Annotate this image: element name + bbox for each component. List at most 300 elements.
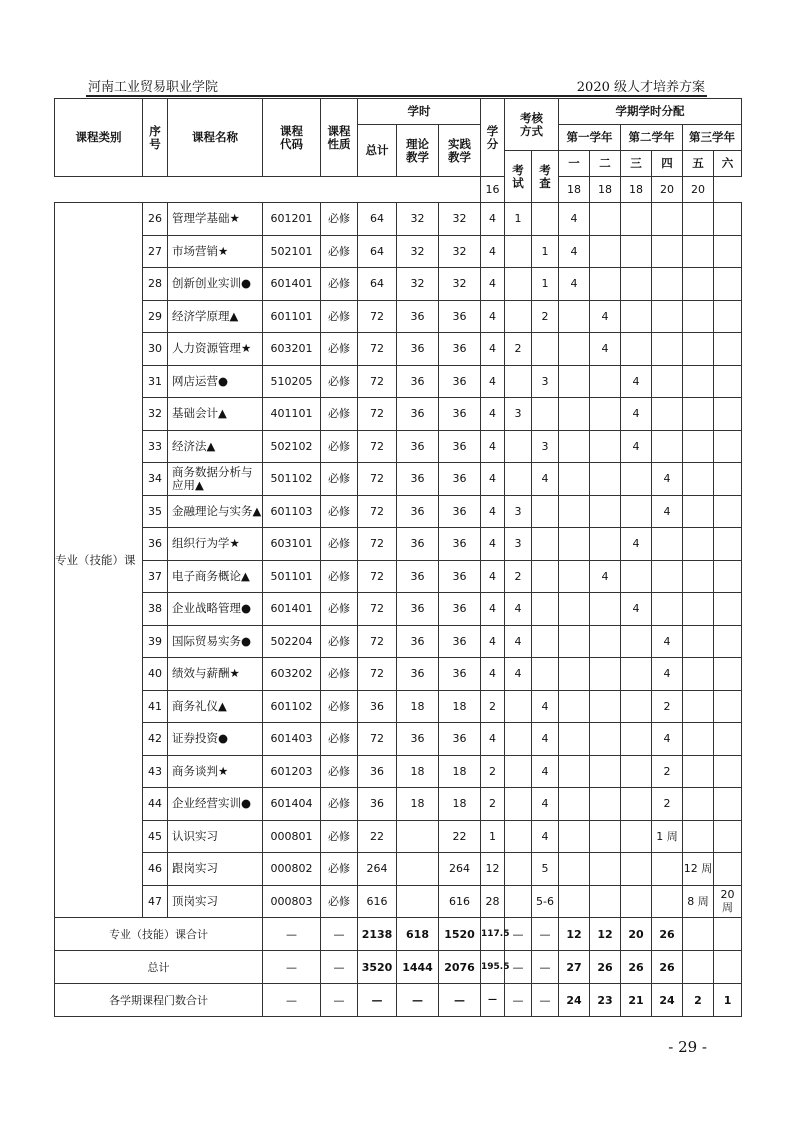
semester-6-cell (714, 560, 742, 593)
check-cell (532, 658, 559, 691)
course-name-cell: 商务礼仪▲ (168, 690, 263, 723)
summary-semester-3-cell: 20 (621, 918, 652, 951)
summary-nature-cell: — (321, 984, 358, 1017)
hours-practice-cell: 616 (439, 885, 481, 918)
hours-practice-cell: 32 (439, 203, 481, 236)
check-cell: 5-6 (532, 885, 559, 918)
col-theory-text: 理论教学 (406, 136, 429, 164)
semester-4-cell: 4 (652, 658, 683, 691)
course-nature-cell: 必修 (321, 593, 358, 626)
summary-code-cell: — (263, 918, 321, 951)
table-row (55, 853, 742, 886)
hours-practice-cell: 36 (439, 593, 481, 626)
course-name-cell: 经济法▲ (168, 430, 263, 463)
semester-3-cell (621, 495, 652, 528)
exam-cell (505, 365, 532, 398)
summary-semester-3-cell: 26 (621, 951, 652, 984)
page-header (86, 76, 707, 96)
col-nature-text: 课程性质 (327, 123, 351, 151)
seq-cell: 40 (143, 658, 168, 691)
seq-cell: 47 (143, 885, 168, 918)
course-code-cell: 601102 (263, 690, 321, 723)
semester-3-cell: 4 (621, 398, 652, 431)
course-name-cell: 网店运营● (168, 365, 263, 398)
check-cell: 4 (532, 690, 559, 723)
course-nature-cell: 必修 (321, 495, 358, 528)
semester-5-cell (683, 300, 714, 333)
summary-exam-cell: — (505, 918, 532, 951)
col-practice (439, 125, 481, 177)
summary-check-cell: — (532, 951, 559, 984)
semester-3-cell (621, 690, 652, 723)
semester-2-cell (590, 203, 621, 236)
seq-cell: 29 (143, 300, 168, 333)
summary-practice-cell: — (439, 984, 481, 1017)
hours-total-cell: 72 (358, 398, 397, 431)
exam-cell: 4 (505, 625, 532, 658)
semester-5-cell (683, 398, 714, 431)
semester-1-cell (559, 853, 590, 886)
course-code-cell: 603202 (263, 658, 321, 691)
col-total: 总计 (358, 125, 397, 177)
course-code-cell: 501101 (263, 560, 321, 593)
course-name-cell: 顶岗实习 (168, 885, 263, 918)
credit-cell: 4 (481, 723, 505, 756)
col-check (532, 151, 559, 203)
hours-total-cell: 72 (358, 463, 397, 496)
hours-practice-cell: 22 (439, 820, 481, 853)
semester-1-cell (559, 495, 590, 528)
semester-6-cell (714, 788, 742, 821)
check-cell (532, 495, 559, 528)
summary-exam-cell: — (505, 984, 532, 1017)
course-nature-cell: 必修 (321, 333, 358, 366)
exam-cell: 2 (505, 560, 532, 593)
hours-theory-cell: 18 (397, 690, 439, 723)
semester-5-cell (683, 333, 714, 366)
seq-cell: 41 (143, 690, 168, 723)
credit-cell: 4 (481, 300, 505, 333)
col-credit-text: 学分 (486, 123, 499, 151)
seq-cell: 35 (143, 495, 168, 528)
hours-total-cell: 264 (358, 853, 397, 886)
col-sem-4: 四 (652, 151, 683, 177)
check-cell: 4 (532, 723, 559, 756)
course-name-cell: 证券投资● (168, 723, 263, 756)
exam-cell: 3 (505, 495, 532, 528)
semester-4-cell (652, 885, 683, 918)
col-exam-mode (505, 99, 559, 151)
hours-practice-cell: 36 (439, 560, 481, 593)
exam-cell (505, 463, 532, 496)
col-year-2: 第二学年 (621, 125, 683, 151)
col-hours: 学时 (358, 99, 481, 125)
semester-2-cell (590, 690, 621, 723)
seq-cell: 31 (143, 365, 168, 398)
semester-4-cell: 2 (652, 788, 683, 821)
summary-semester-6-cell (714, 918, 742, 951)
course-nature-cell: 必修 (321, 430, 358, 463)
col-exam (505, 151, 532, 203)
course-nature-cell: 必修 (321, 755, 358, 788)
col-name: 课程名称 (168, 99, 263, 177)
col-sem-2: 二 (590, 151, 621, 177)
summary-code-cell: — (263, 951, 321, 984)
hours-practice-cell: 36 (439, 365, 481, 398)
table-row (55, 820, 742, 853)
hours-theory-cell (397, 885, 439, 918)
course-nature-cell: 必修 (321, 463, 358, 496)
semester-2-cell (590, 885, 621, 918)
col-exam-mode-text: 考核方式 (520, 110, 543, 138)
semester-6-cell (714, 203, 742, 236)
course-nature-cell: 必修 (321, 398, 358, 431)
hours-practice-cell: 36 (439, 463, 481, 496)
course-nature-cell: 必修 (321, 528, 358, 561)
course-code-cell: 601401 (263, 593, 321, 626)
hours-theory-cell: 36 (397, 365, 439, 398)
credit-cell: 4 (481, 268, 505, 301)
summary-nature-cell: — (321, 918, 358, 951)
semester-5-cell (683, 268, 714, 301)
credit-cell: 4 (481, 625, 505, 658)
col-check-text: 考查 (539, 162, 551, 190)
semester-6-cell (714, 593, 742, 626)
hours-theory-cell (397, 820, 439, 853)
semester-2-cell (590, 853, 621, 886)
semester-2-cell (590, 658, 621, 691)
table-row (55, 203, 742, 236)
summary-semester-1-cell: 24 (559, 984, 590, 1017)
check-cell: 4 (532, 755, 559, 788)
semester-2-cell (590, 755, 621, 788)
semester-4-cell: 4 (652, 463, 683, 496)
hours-practice-cell: 36 (439, 528, 481, 561)
summary-semester-1-cell: 12 (559, 918, 590, 951)
summary-theory-cell: 618 (397, 918, 439, 951)
semester-3-cell (621, 268, 652, 301)
credit-cell: 4 (481, 203, 505, 236)
hours-practice-cell: 36 (439, 333, 481, 366)
semester-1-cell (559, 723, 590, 756)
summary-check-cell: — (532, 984, 559, 1017)
course-nature-cell: 必修 (321, 723, 358, 756)
hours-practice-cell: 36 (439, 430, 481, 463)
summary-semester-2-cell: 12 (590, 918, 621, 951)
hours-total-cell: 36 (358, 788, 397, 821)
course-code-cell: 603101 (263, 528, 321, 561)
semester-3-cell: 4 (621, 593, 652, 626)
credit-cell: 12 (481, 853, 505, 886)
seq-cell: 26 (143, 203, 168, 236)
semester-4-cell (652, 528, 683, 561)
exam-cell (505, 235, 532, 268)
credit-cell: 4 (481, 495, 505, 528)
course-name-cell: 创新创业实训● (168, 268, 263, 301)
course-code-cell: 601403 (263, 723, 321, 756)
col-sem-1: 一 (559, 151, 590, 177)
table-row (55, 430, 742, 463)
summary-code-cell: — (263, 984, 321, 1017)
course-name-cell: 组织行为学★ (168, 528, 263, 561)
check-cell (532, 625, 559, 658)
course-code-cell: 000803 (263, 885, 321, 918)
semester-6-cell (714, 495, 742, 528)
semester-4-cell: 1 周 (652, 820, 683, 853)
course-name-cell: 认识实习 (168, 820, 263, 853)
semester-3-cell (621, 203, 652, 236)
course-code-cell: 502204 (263, 625, 321, 658)
hours-theory-cell: 18 (397, 788, 439, 821)
check-cell (532, 333, 559, 366)
course-code-cell: 603201 (263, 333, 321, 366)
semester-2-cell (590, 398, 621, 431)
summary-credit-cell: 117.5 (481, 918, 505, 951)
semester-1-cell (559, 560, 590, 593)
seq-cell: 42 (143, 723, 168, 756)
exam-cell (505, 300, 532, 333)
semester-5-cell (683, 560, 714, 593)
hours-practice-cell: 32 (439, 235, 481, 268)
semester-5-cell (683, 690, 714, 723)
semester-1-cell (559, 593, 590, 626)
table-row (55, 625, 742, 658)
check-cell (532, 398, 559, 431)
summary-semester-2-cell: 23 (590, 984, 621, 1017)
seq-cell: 32 (143, 398, 168, 431)
hours-total-cell: 64 (358, 235, 397, 268)
course-code-cell: 501102 (263, 463, 321, 496)
hours-theory-cell: 36 (397, 300, 439, 333)
semester-1-cell (559, 398, 590, 431)
semester-1-cell (559, 885, 590, 918)
semester-6-cell (714, 398, 742, 431)
semester-1-cell (559, 528, 590, 561)
semester-4-cell (652, 853, 683, 886)
exam-cell (505, 788, 532, 821)
exam-cell (505, 885, 532, 918)
seq-cell: 37 (143, 560, 168, 593)
credit-cell: 4 (481, 333, 505, 366)
semester-3-cell (621, 560, 652, 593)
semester-4-cell (652, 333, 683, 366)
header-doc-title: 2020 级人才培养方案 (576, 80, 705, 95)
course-nature-cell: 必修 (321, 203, 358, 236)
exam-cell (505, 430, 532, 463)
hours-total-cell: 72 (358, 593, 397, 626)
semester-4-cell (652, 398, 683, 431)
hours-practice-cell: 36 (439, 300, 481, 333)
col-seq-text: 序号 (149, 123, 161, 151)
semester-1-cell (559, 430, 590, 463)
course-name-cell: 国际贸易实务● (168, 625, 263, 658)
course-code-cell: 510205 (263, 365, 321, 398)
course-name-cell: 商务谈判★ (168, 755, 263, 788)
hours-theory-cell: 36 (397, 398, 439, 431)
semester-5-cell (683, 723, 714, 756)
course-nature-cell: 必修 (321, 300, 358, 333)
summary-credit-cell: — (481, 984, 505, 1017)
semester-3-cell (621, 885, 652, 918)
seq-cell: 27 (143, 235, 168, 268)
semester-3-cell (621, 723, 652, 756)
semester-6-cell (714, 235, 742, 268)
semester-4-cell: 4 (652, 723, 683, 756)
seq-cell: 43 (143, 755, 168, 788)
hours-total-cell: 36 (358, 690, 397, 723)
summary-semester-6-cell: 1 (714, 984, 742, 1017)
semester-3-cell: 4 (621, 430, 652, 463)
table-row (55, 398, 742, 431)
course-name-cell: 跟岗实习 (168, 853, 263, 886)
semester-4-cell: 4 (652, 495, 683, 528)
summary-theory-cell: — (397, 984, 439, 1017)
seq-cell: 28 (143, 268, 168, 301)
check-cell (532, 528, 559, 561)
summary-semester-2-cell: 26 (590, 951, 621, 984)
seq-cell: 44 (143, 788, 168, 821)
seq-cell: 30 (143, 333, 168, 366)
credit-cell: 4 (481, 235, 505, 268)
table-row (55, 495, 742, 528)
check-cell (532, 593, 559, 626)
semester-2-cell: 4 (590, 560, 621, 593)
seq-cell: 36 (143, 528, 168, 561)
exam-cell: 4 (505, 593, 532, 626)
semester-5-cell: 12 周 (683, 853, 714, 886)
credit-cell: 2 (481, 690, 505, 723)
summary-label-cell: 专业（技能）课合计 (55, 918, 263, 951)
summary-check-cell: — (532, 918, 559, 951)
course-name-cell: 金融理论与实务▲ (168, 495, 263, 528)
hours-total-cell: 72 (358, 723, 397, 756)
check-cell: 4 (532, 463, 559, 496)
credit-cell: 4 (481, 463, 505, 496)
hours-practice-cell: 36 (439, 723, 481, 756)
semester-1-cell (559, 788, 590, 821)
table-row (55, 723, 742, 756)
table-row (55, 365, 742, 398)
course-name-cell: 经济学原理▲ (168, 300, 263, 333)
check-cell: 4 (532, 820, 559, 853)
summary-practice-cell: 1520 (439, 918, 481, 951)
hours-theory-cell: 18 (397, 755, 439, 788)
hours-practice-cell: 36 (439, 495, 481, 528)
semester-6-cell (714, 463, 742, 496)
summary-semester-1-cell: 27 (559, 951, 590, 984)
table-row (55, 788, 742, 821)
semester-1-cell (559, 463, 590, 496)
semester-5-cell (683, 203, 714, 236)
col-sem-5: 五 (683, 151, 714, 177)
course-nature-cell: 必修 (321, 788, 358, 821)
exam-cell: 3 (505, 398, 532, 431)
summary-nature-cell: — (321, 951, 358, 984)
hours-total-cell: 72 (358, 625, 397, 658)
semester-4-cell (652, 365, 683, 398)
credit-cell: 4 (481, 365, 505, 398)
course-code-cell: 601103 (263, 495, 321, 528)
course-nature-cell: 必修 (321, 365, 358, 398)
hours-practice-cell: 18 (439, 788, 481, 821)
week-sem-5: 20 (652, 177, 683, 203)
credit-cell: 1 (481, 820, 505, 853)
semester-4-cell (652, 430, 683, 463)
credit-cell: 4 (481, 658, 505, 691)
semester-6-cell (714, 853, 742, 886)
semester-2-cell (590, 495, 621, 528)
hours-total-cell: 72 (358, 300, 397, 333)
course-code-cell: 000801 (263, 820, 321, 853)
hours-total-cell: 72 (358, 365, 397, 398)
summary-semester-4-cell: 26 (652, 918, 683, 951)
course-nature-cell: 必修 (321, 820, 358, 853)
semester-2-cell (590, 788, 621, 821)
check-cell: 1 (532, 235, 559, 268)
summary-row (55, 951, 742, 984)
semester-3-cell: 4 (621, 528, 652, 561)
hours-practice-cell: 18 (439, 690, 481, 723)
semester-4-cell (652, 593, 683, 626)
course-code-cell: 601201 (263, 203, 321, 236)
hours-total-cell: 72 (358, 333, 397, 366)
seq-cell: 45 (143, 820, 168, 853)
summary-semester-4-cell: 24 (652, 984, 683, 1017)
course-code-cell: 601401 (263, 268, 321, 301)
hours-theory-cell: 32 (397, 268, 439, 301)
semester-2-cell (590, 235, 621, 268)
hours-practice-cell: 36 (439, 398, 481, 431)
col-semester-alloc: 学期学时分配 (559, 99, 742, 125)
summary-total-cell: — (358, 984, 397, 1017)
table-row (55, 593, 742, 626)
semester-1-cell (559, 820, 590, 853)
semester-6-cell (714, 625, 742, 658)
check-cell (532, 203, 559, 236)
table-row (55, 560, 742, 593)
summary-semester-6-cell (714, 951, 742, 984)
seq-cell: 38 (143, 593, 168, 626)
semester-6-cell: 20 周 (714, 885, 742, 918)
semester-5-cell: 8 周 (683, 885, 714, 918)
col-seq (143, 99, 168, 177)
summary-credit-cell: 195.5 (481, 951, 505, 984)
table-row (55, 333, 742, 366)
credit-cell: 4 (481, 398, 505, 431)
semester-6-cell (714, 268, 742, 301)
credit-cell: 4 (481, 560, 505, 593)
semester-4-cell (652, 300, 683, 333)
table-body (55, 203, 742, 1017)
semester-6-cell (714, 430, 742, 463)
semester-6-cell (714, 755, 742, 788)
course-code-cell: 000802 (263, 853, 321, 886)
semester-3-cell (621, 755, 652, 788)
semester-2-cell (590, 820, 621, 853)
credit-cell: 4 (481, 593, 505, 626)
semester-1-cell (559, 625, 590, 658)
hours-practice-cell: 18 (439, 755, 481, 788)
exam-cell (505, 853, 532, 886)
course-name-cell: 企业战略管理● (168, 593, 263, 626)
hours-total-cell: 64 (358, 268, 397, 301)
table-row (55, 235, 742, 268)
summary-label-cell: 总计 (55, 951, 263, 984)
week-sem-3: 18 (590, 177, 621, 203)
course-nature-cell: 必修 (321, 658, 358, 691)
summary-semester-5-cell (683, 918, 714, 951)
table-row (55, 268, 742, 301)
